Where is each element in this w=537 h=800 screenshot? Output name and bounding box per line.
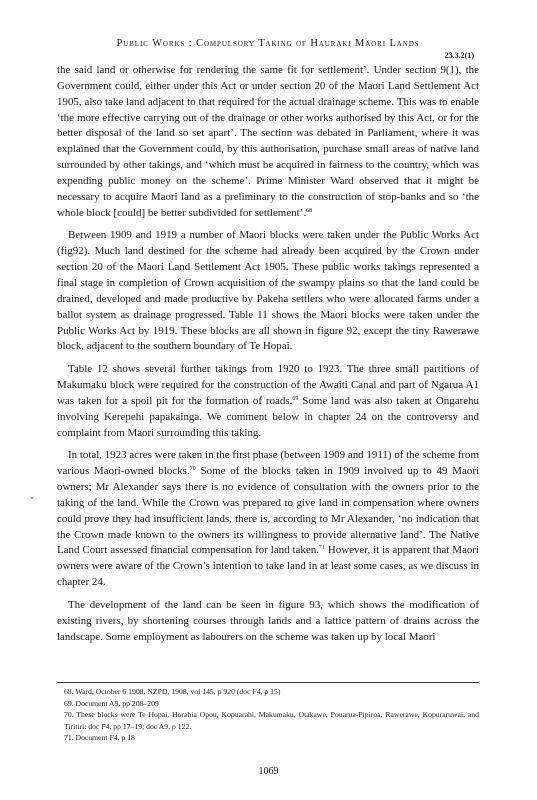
paragraph-4-text: In total, 1923 acres were taken in the first phase (between 1909 and 1911) of the scheme from various Maori-owned blocks. — [57, 449, 479, 478]
running-head — [58, 38, 478, 49]
footnote-69: 69. Document A9, pp 208–209 — [64, 698, 159, 708]
footnote-ref-68: 68 — [306, 207, 313, 214]
section-number: 23.3.2(1) — [444, 51, 474, 60]
paragraph-4-tail2: However, it is apparent that Maori owners were aware of the Crown’s intention to take land in at least some cases, as we discuss in chapter 24. — [57, 544, 479, 589]
running-head-part2: Compulsory Taking of Hauraki Maori Lands — [196, 38, 420, 49]
footnote-70: 70. These blocks were Te Hopai, Horahia Opou, Kopuarahi, Makumaku, Otakawe, Pouarua-Pipiroa, Rawerawe, Kopuraruwai, and Tiritiri: doc F4, pp 17–19; doc A9, p 122. — [64, 710, 479, 731]
footnote-ref-69: 69 — [292, 395, 299, 402]
footnote-68: 68. Ward, October 6 1908, NZPD, 1908, vol 145, p 920 (doc F4, p 15) — [64, 687, 281, 696]
running-head-part1: Public Works — [116, 38, 186, 49]
paragraph-5-text: The development of the land can be seen in figure 93, which shows the modification of existing rivers, by shortening courses through lands and a lattice pattern of drains across the landscape. Some employment as labourers on the scheme was taken up by local Maori — [57, 599, 479, 643]
paragraph-4 — [57, 448, 479, 591]
paragraph-3-text: Table 12 shows several further takings from 1920 to 1923. The three small partitions of Makumaku block were required for the construction of the Awaiti Canal and part of Ngarua A1 was taken for a spoil pit for the formation of roads. — [57, 363, 479, 407]
footnote-ref-71: 71 — [318, 545, 325, 552]
body-text — [57, 63, 479, 653]
footnote-71: 71. Document F4, p 18 — [64, 733, 135, 743]
paragraph-2 — [57, 228, 479, 355]
paragraph-4-tail: Some of the blocks taken in 1909 involved up to 49 Maori owners; Mr Alexander says there is no evidence of consultation with the owners prior to the taking of the land. While the Crown was prepared to give land in compensation where owners could prove they had insufficient lands, there is, according to Mr Alexander, ‘no indication that the Crown made known to the owners its willingness to provide alternative land’. The Native Land Court assessed financial compensation for land taken. — [57, 465, 479, 557]
footnote-ref-70: 70 — [189, 466, 196, 473]
footnote-divider — [57, 682, 479, 683]
paragraph-5 — [57, 598, 479, 646]
paragraph-3-tail: Some land was also taken at Ongarehu involving Kerepehi papakainga. We comment below in chapter 24 on the controversy and complaint from Maori surrounding this taking. — [57, 394, 479, 439]
paragraph-2-text: Between 1909 and 1919 a number of Maori blocks were taken under the Public Works Act (fig92). Much land destined for the scheme had already been acquired by the Crown under section 20 of the Maori Land Settlement Act 1905. These public works takings represented a final stage in completion of Crown acquisition of the swampy plains so that the land could be drained, developed and made productive by Pakeha settlers who were allocated farms under a ballot system as drainage progressed. Table 11 shows the Maori blocks were taken under the Public Works Act by 1919. These blocks are all shown in figure 92, except the tiny Rawerawe block, adjacent to the southern boundary of Te Hopai. — [57, 229, 479, 353]
paragraph-1-text: the said land or otherwise for rendering the same fit for settlement’. Under section 9(1), the Government could, either under this Act or under section 20 of the Maori Land Settlement Act 1905, also take land adjacent to that required for the actual drainage scheme. This was to enable ‘the more effective carrying out of the drainage or other works authorised by this Act, or for the better disposal of the land so set apart’. The section was debated in Parliament, where it was explained that the Government could, by this authorisation, purchase small areas of native land surrounded by other takings, and ‘which must be acquired in fairness to the country, which was expending public money on the scheme’. Prime Minister Ward observed that it might be necessary to acquire Maori land as a preliminary to the construction of stop-banks and so ‘the whole block [could] be better subdivided for settlement’. — [57, 64, 479, 219]
paragraph-3 — [57, 362, 479, 441]
margin-speck — [31, 497, 33, 499]
paragraph-1 — [57, 63, 479, 221]
page-number: 1069 — [258, 766, 279, 777]
footnotes — [64, 686, 479, 744]
running-head-separator: : — [185, 38, 197, 49]
